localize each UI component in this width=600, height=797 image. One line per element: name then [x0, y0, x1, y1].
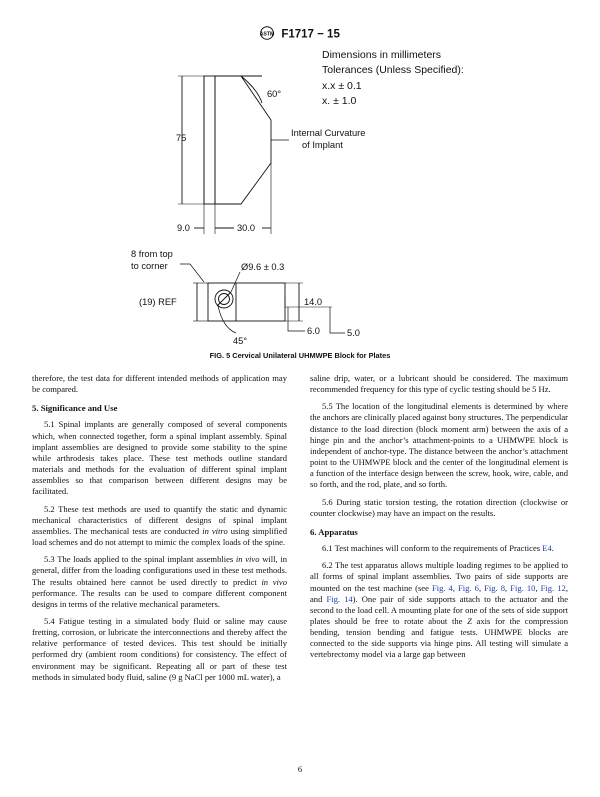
block-profile	[215, 76, 271, 204]
dims-title: Dimensions in millimeters	[322, 49, 442, 61]
tolerance-2: x. ± 1.0	[322, 95, 357, 107]
height-75-label: 75	[176, 133, 187, 143]
dim-14-label: 14.0	[304, 297, 323, 307]
note-8-line-1: 8 from top	[131, 249, 173, 259]
section-6-heading: 6. Apparatus	[310, 526, 358, 537]
link-fig-14[interactable]: Fig. 14	[326, 593, 353, 604]
tolerances-label: Tolerances (Unless Specified):	[322, 64, 464, 76]
dim-9-label: 9.0	[177, 223, 190, 233]
figure-labels	[131, 49, 464, 346]
block-drawing-svg	[0, 40, 600, 360]
figure-caption: FIG. 5 Cervical Unilateral UHMWPE Block for Plates	[209, 351, 391, 360]
block-front-face	[204, 76, 215, 204]
dim-6-label: 6.0	[307, 326, 320, 336]
link-e4[interactable]: E4	[542, 543, 552, 554]
link-fig-8[interactable]: Fig. 8	[484, 582, 506, 593]
link-fig-10[interactable]: Fig. 10	[510, 582, 536, 593]
right-column	[310, 373, 568, 667]
link-fig-4[interactable]: Fig. 4	[431, 582, 453, 593]
tolerance-1: x.x ± 0.1	[322, 80, 362, 92]
standard-designation: F1717 − 15	[281, 28, 340, 41]
left-continued-paragraph: therefore, the test data for different intended methods of application may be compared.	[32, 373, 287, 395]
para-5-3: 5.3 The loads applied to the spinal implant assemblies in vivo will, in general, differ from the loading configurations used in these test methods. The results obtained here cannot be used directly to predict in vivo performance. The results can be used to compare different component designs in terms of the relative mechanical parameters.	[32, 554, 287, 609]
page-number: 6	[297, 764, 303, 774]
link-fig-6[interactable]: Fig. 6	[458, 582, 479, 593]
para-6-1: 6.1 Test machines will conform to the requirements of Practices E4.	[322, 543, 554, 554]
para-5-1: 5.1 Spinal implants are generally composed of several components which, when connected together, form a spinal implant assembly. Spinal implant assemblies are designed to provide some stability to the spine while arthrodesis takes place. These test methods outline standard materials and methods for the evaluation of different spinal implant assemblies so that comparison between different designs may be facilitated.	[32, 419, 287, 497]
ref-19-label: (19) REF	[139, 297, 177, 307]
section-5-heading: 5. Significance and Use	[32, 403, 118, 414]
dim-5-label: 5.0	[347, 328, 360, 338]
figure-5-drawing	[0, 40, 600, 370]
para-5-2: 5.2 These test methods are used to quantify the static and dynamic mechanical characteristics of different designs of spinal implant assemblies. The mechanical tests are conducted in vitro using simplified load schemes and do not attempt to mimic the complex loads of the spine.	[32, 503, 287, 548]
internal-curvature-label-1: Internal Curvature	[291, 128, 366, 138]
internal-curvature-label-2: of Implant	[302, 140, 343, 150]
svg-text:ASTM: ASTM	[260, 31, 275, 38]
dim-30-label: 30.0	[237, 223, 256, 233]
hole-diameter-label: Ø9.6 ± 0.3	[241, 262, 285, 272]
link-fig-12[interactable]: Fig. 12	[540, 582, 566, 593]
angle-45-label: 45°	[233, 336, 248, 346]
para-5-5: 5.5 The location of the longitudinal elements is determined by where the anchors are clinically placed against bony structures. The perpendicular distance to the load direction (block moment arm) between the axis of a hinge pin and the anchor’s attachment-points to a UHMWPE block is independent of anchor-type. The distance between the anchor’s attachment point to the UHMWPE block and the center of the longitudinal element is a function of the interface design between the screw, hook, wire, cable, and so forth, and the rod, plate, and so forth.	[310, 401, 568, 490]
left-column	[32, 373, 287, 689]
right-continued-paragraph: saline drip, water, or a lubricant should be considered. The maximum recommended frequency for this type of cyclic testing should be 5 Hz.	[310, 373, 568, 395]
para-5-6: 5.6 During static torsion testing, the rotation direction (clockwise or counter clockwise) may have an impact on the results.	[310, 496, 568, 518]
para-5-4: 5.4 Fatigue testing in a simulated body fluid or saline may cause fretting, corrosion, or lubricate the interconnections and thereby affect the relative performance of tested devices. This test should be initially performed dry (ambient room conditions) for consistency. The effect of environment may be significant. Repeating all or part of these test methods in simulated body fluid, saline (9 g NaCl per 1000 mL water), a	[32, 615, 287, 682]
para-6-2: 6.2 The test apparatus allows multiple loading regimes to be applied to all forms of spinal implant assemblies. Two pairs of side supports are mounted on the test machine (see Fig. 4, Fig. 6, Fig. 8, Fig. 10, Fig. 12, and Fig. 14). One pair of side supports attach to the actuator and the second to the load cell. A mounting plate for one of the sets of side support plates should be free to rotate about the Z axis for the compression bending, tension bending and fatigue tests. UHMWPE blocks are connected to the side supports via hinge pins. All testing will simulate a vertebrectomy model via a large gap between	[310, 560, 568, 660]
angle-60-label: 60°	[267, 89, 282, 99]
note-8-line-2: to corner	[131, 261, 168, 271]
